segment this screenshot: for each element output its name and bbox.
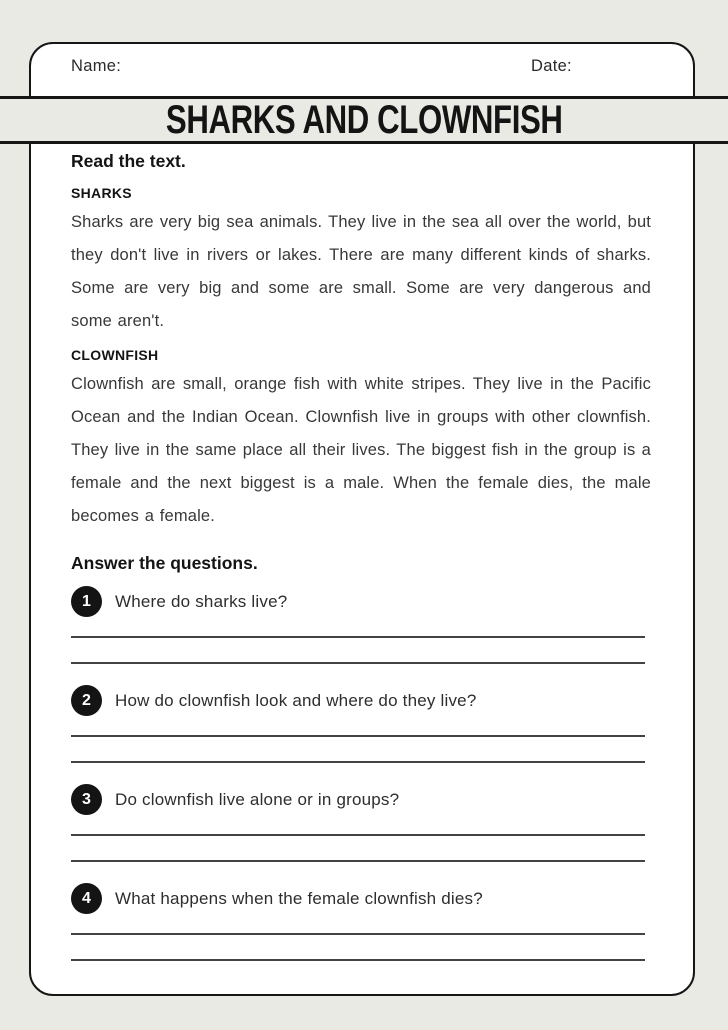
question-row <box>71 883 651 914</box>
question-item-2 <box>71 685 651 763</box>
question-item-3 <box>71 784 651 862</box>
passage-text-clownfish: Clownfish are small, orange fish with white stripes. They live in the Pacific Ocean and the Indian Ocean. Clownfish live in groups with other clownfish. They live in the same place all their lives. The biggest fish in the group is a female and the next biggest is a male. When the female dies, the male becomes a female. <box>71 375 651 525</box>
date-label: Date: <box>531 57 572 75</box>
question-number-badge: 4 <box>71 883 102 914</box>
passage-text-sharks: Sharks are very big sea animals. They live in the sea all over the world, but they don't live in rivers or lakes. There are many different kinds of sharks. Some are very big and some are small. Some are very dangerous and some aren't. <box>71 213 651 330</box>
answer-instruction: Answer the questions. <box>71 553 258 573</box>
read-instruction: Read the text. <box>71 151 186 171</box>
question-text: What happens when the female clownfish dies? <box>115 888 483 908</box>
worksheet-title: SHARKS AND CLOWNFISH <box>165 97 563 142</box>
answer-line <box>71 914 645 935</box>
question-item-4 <box>71 883 651 961</box>
question-text: Where do sharks live? <box>115 591 288 611</box>
passage-heading-clownfish: CLOWNFISH <box>71 347 159 363</box>
question-row <box>71 685 651 716</box>
answer-line <box>71 815 645 836</box>
answer-line <box>71 638 645 664</box>
answer-line <box>71 716 645 737</box>
question-text: Do clownfish live alone or in groups? <box>115 789 400 809</box>
worksheet-content <box>71 150 651 961</box>
answer-line <box>71 737 645 763</box>
answer-line <box>71 935 645 961</box>
name-label: Name: <box>71 57 122 75</box>
question-item-1 <box>71 586 651 664</box>
name-date-row <box>71 57 631 76</box>
question-number-badge: 3 <box>71 784 102 815</box>
answer-line <box>71 836 645 862</box>
answer-line <box>71 617 645 638</box>
question-row <box>71 784 651 815</box>
passage-heading-sharks: SHARKS <box>71 185 132 201</box>
question-number-badge: 1 <box>71 586 102 617</box>
title-banner <box>0 96 728 144</box>
question-number-badge: 2 <box>71 685 102 716</box>
question-row <box>71 586 651 617</box>
question-text: How do clownfish look and where do they live? <box>115 690 477 710</box>
